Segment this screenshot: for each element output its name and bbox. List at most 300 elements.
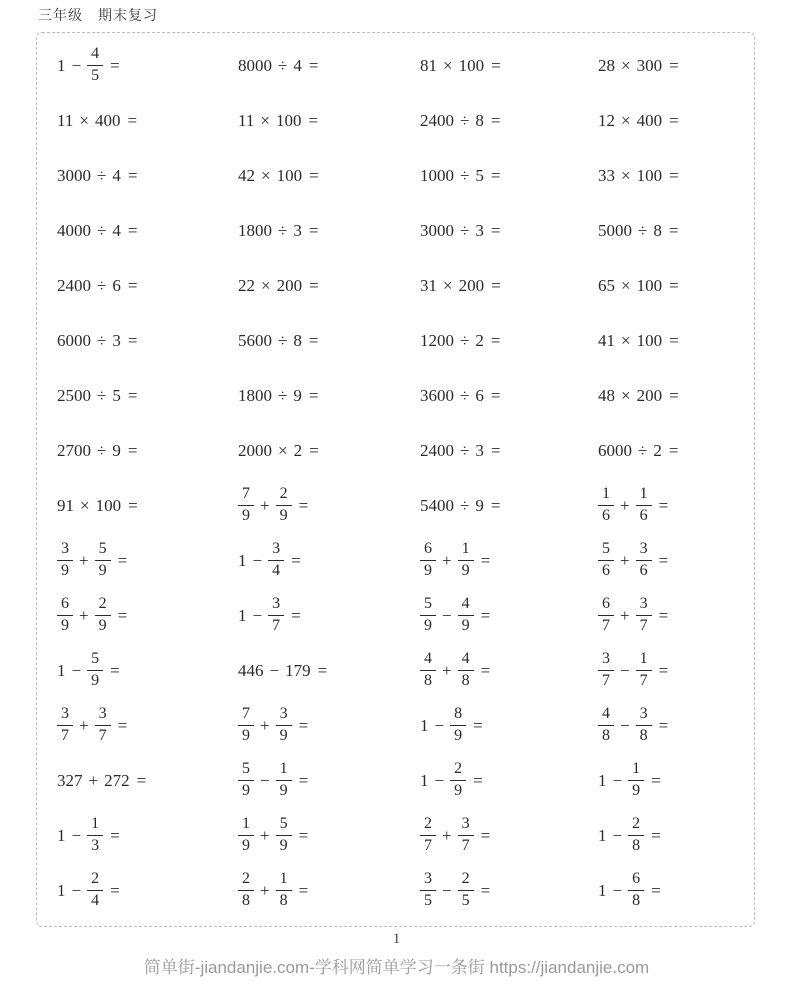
fraction: [276, 761, 292, 800]
fraction-numerator: 2: [276, 486, 292, 506]
operator: ÷: [97, 220, 107, 240]
operator: ÷: [460, 165, 470, 185]
operator: +: [442, 550, 452, 570]
fraction-numerator: 8: [450, 706, 466, 726]
fraction: [57, 596, 73, 635]
fraction-numerator: 4: [458, 596, 474, 616]
operand: 400: [636, 110, 663, 130]
fraction: [238, 706, 254, 745]
problem-cell: [598, 478, 754, 533]
fraction: [420, 596, 436, 635]
problem-cell: [598, 588, 754, 643]
fraction: [420, 816, 436, 855]
operator: −: [434, 715, 445, 735]
problem-cell: [420, 533, 598, 588]
fraction-denominator: 8: [279, 892, 288, 909]
operator: ÷: [460, 330, 470, 350]
problem-cell: [598, 203, 754, 258]
fraction: [636, 541, 652, 580]
problem-cell: [238, 863, 420, 918]
equals-sign: =: [491, 275, 501, 295]
fraction: [598, 486, 614, 525]
problem-cell: [420, 643, 598, 698]
fraction-numerator: 1: [276, 761, 292, 781]
equals-sign: =: [110, 55, 120, 75]
equals-sign: =: [298, 715, 309, 735]
fraction: [276, 816, 292, 855]
operator: +: [260, 495, 270, 515]
equals-sign: =: [136, 770, 147, 790]
operand: 100: [95, 495, 122, 515]
problem-cell: [57, 588, 238, 643]
operand: 327: [57, 770, 83, 790]
operand: 1: [420, 770, 429, 790]
operator: ×: [443, 275, 453, 295]
problem-cell: [238, 698, 420, 753]
operand: 11: [57, 110, 74, 130]
operand: 2700: [57, 440, 91, 460]
fraction-numerator: 2: [458, 871, 474, 891]
operator: −: [620, 660, 630, 680]
operand: 2500: [57, 385, 91, 405]
equals-sign: =: [669, 165, 679, 185]
fraction-denominator: 9: [454, 782, 463, 799]
problem-cell: [420, 368, 598, 423]
fraction-denominator: 3: [91, 837, 100, 854]
equals-sign: =: [308, 55, 319, 75]
operator: −: [269, 660, 280, 680]
operand: 1: [420, 715, 429, 735]
operand: 2: [653, 440, 662, 460]
equals-sign: =: [658, 495, 669, 515]
operand: 2400: [420, 110, 454, 130]
problem-cell: [57, 313, 238, 368]
operator: −: [260, 770, 270, 790]
operand: 1: [598, 880, 607, 900]
fraction-numerator: 4: [598, 706, 614, 726]
fraction-denominator: 9: [279, 507, 288, 524]
problem-cell: [57, 643, 238, 698]
fraction: [628, 761, 644, 800]
problem-cell: [420, 258, 598, 313]
equals-sign: =: [127, 440, 138, 460]
fraction-denominator: 6: [639, 562, 648, 579]
problem-cell: [238, 808, 420, 863]
equals-sign: =: [473, 715, 483, 735]
fraction: [636, 596, 652, 635]
operand: 5600: [238, 330, 272, 350]
problem-cell: [238, 423, 420, 478]
fraction-numerator: 3: [95, 706, 111, 726]
operator: ÷: [97, 385, 107, 405]
fraction-numerator: 3: [636, 596, 652, 616]
problem-cell: [598, 368, 754, 423]
operand: 33: [598, 165, 615, 185]
operand: 41: [598, 330, 615, 350]
operator: ÷: [460, 220, 470, 240]
fraction: [628, 816, 644, 855]
operand: 3: [475, 440, 484, 460]
operator: ÷: [97, 330, 107, 350]
fraction: [57, 541, 73, 580]
operator: −: [252, 605, 263, 625]
fraction-denominator: 7: [61, 727, 69, 744]
equals-sign: =: [658, 715, 669, 735]
fraction-numerator: 1: [238, 816, 254, 836]
operator: ÷: [460, 440, 470, 460]
fraction: [87, 651, 103, 690]
problem-cell: [57, 478, 238, 533]
fraction: [87, 816, 103, 855]
fraction-denominator: 8: [602, 727, 610, 744]
operator: ÷: [278, 220, 288, 240]
equals-sign: =: [317, 660, 328, 680]
operator: ×: [621, 385, 631, 405]
fraction: [276, 706, 292, 745]
page-number: 1: [392, 931, 401, 947]
fraction-denominator: 9: [242, 782, 250, 799]
fraction: [450, 706, 466, 745]
equals-sign: =: [490, 495, 501, 515]
fraction-denominator: 6: [602, 507, 610, 524]
fraction-numerator: 3: [57, 706, 73, 726]
problem-cell: [57, 258, 238, 313]
operand: 22: [238, 275, 255, 295]
fraction-denominator: 4: [272, 562, 281, 579]
fraction-numerator: 1: [598, 486, 614, 506]
problem-cell: [238, 93, 420, 148]
equals-sign: =: [480, 605, 491, 625]
operand: 300: [636, 55, 663, 75]
equals-sign: =: [127, 165, 138, 185]
fraction-numerator: 6: [628, 871, 644, 891]
operand: 200: [458, 275, 485, 295]
fraction-denominator: 8: [639, 727, 648, 744]
operator: −: [620, 715, 630, 735]
fraction: [636, 651, 652, 690]
problem-cell: [57, 698, 238, 753]
equals-sign: =: [658, 660, 669, 680]
equals-sign: =: [669, 55, 679, 75]
problem-cell: [57, 368, 238, 423]
equals-sign: =: [298, 825, 309, 845]
fraction: [238, 486, 254, 525]
fraction: [598, 651, 614, 690]
operand: 5: [475, 165, 484, 185]
operator: ×: [278, 440, 288, 460]
fraction: [95, 541, 111, 580]
problem-cell: [57, 863, 238, 918]
problem-cell: [238, 753, 420, 808]
fraction-denominator: 9: [98, 562, 107, 579]
fraction-denominator: 9: [98, 617, 107, 634]
operand: 4: [293, 55, 302, 75]
operand: 272: [104, 770, 130, 790]
equals-sign: =: [668, 440, 679, 460]
operand: 1: [598, 825, 607, 845]
operator: ×: [261, 165, 271, 185]
equals-sign: =: [127, 110, 138, 130]
fraction-numerator: 2: [95, 596, 111, 616]
fraction-numerator: 2: [87, 871, 103, 891]
operator: −: [442, 880, 452, 900]
fraction-denominator: 7: [602, 672, 610, 689]
equals-sign: =: [298, 770, 309, 790]
fraction-denominator: 8: [632, 892, 641, 909]
problems-container: [36, 32, 755, 927]
fraction-numerator: 7: [238, 486, 254, 506]
fraction-denominator: 9: [242, 837, 250, 854]
equals-sign: =: [658, 550, 669, 570]
problem-cell: [57, 753, 238, 808]
operator: −: [612, 880, 623, 900]
operand: 91: [57, 495, 74, 515]
operand: 2: [293, 440, 303, 460]
fraction-denominator: 5: [91, 67, 100, 84]
operator: ×: [621, 275, 631, 295]
equals-sign: =: [309, 440, 319, 460]
operator: −: [252, 550, 263, 570]
operator: +: [442, 825, 452, 845]
operator: ÷: [278, 385, 288, 405]
fraction-denominator: 7: [272, 617, 281, 634]
fraction-denominator: 5: [424, 892, 432, 909]
operand: 100: [636, 330, 663, 350]
fraction: [458, 541, 474, 580]
operand: 11: [238, 110, 255, 130]
fraction-denominator: 7: [461, 837, 470, 854]
operand: 12: [598, 110, 615, 130]
fraction-denominator: 6: [602, 562, 610, 579]
problem-cell: [598, 808, 754, 863]
problem-cell: [420, 588, 598, 643]
operator: ÷: [97, 275, 107, 295]
operator: ×: [261, 275, 271, 295]
operand: 31: [420, 275, 437, 295]
fraction-numerator: 2: [450, 761, 466, 781]
fraction-numerator: 4: [458, 651, 474, 671]
equals-sign: =: [117, 550, 128, 570]
operand: 5400: [420, 495, 454, 515]
operator: ×: [443, 55, 453, 75]
problem-cell: [420, 863, 598, 918]
fraction: [95, 596, 111, 635]
operand: 8: [475, 110, 484, 130]
equals-sign: =: [473, 770, 483, 790]
fraction: [420, 541, 436, 580]
fraction: [598, 706, 614, 745]
operand: 1800: [238, 385, 272, 405]
equals-sign: =: [110, 825, 120, 845]
problem-cell: [598, 698, 754, 753]
operator: ÷: [278, 55, 288, 75]
equals-sign: =: [490, 110, 501, 130]
operand: 48: [598, 385, 615, 405]
fraction: [458, 816, 474, 855]
fraction: [95, 706, 111, 745]
fraction-numerator: 4: [87, 46, 103, 66]
operand: 1800: [238, 220, 272, 240]
operator: ÷: [97, 165, 107, 185]
equals-sign: =: [669, 330, 679, 350]
operand: 1: [57, 660, 66, 680]
fraction-numerator: 5: [276, 816, 292, 836]
operand: 6000: [57, 330, 91, 350]
fraction: [87, 46, 103, 85]
fraction: [276, 486, 292, 525]
operand: 1200: [420, 330, 454, 350]
equals-sign: =: [480, 825, 491, 845]
operand: 8: [653, 220, 662, 240]
operator: ×: [80, 495, 90, 515]
fraction-denominator: 9: [242, 727, 250, 744]
fraction-denominator: 9: [461, 617, 470, 634]
operator: ÷: [638, 440, 648, 460]
operator: ÷: [278, 330, 288, 350]
fraction: [450, 761, 466, 800]
problem-cell: [238, 643, 420, 698]
problem-cell: [598, 643, 754, 698]
equals-sign: =: [110, 880, 120, 900]
equals-sign: =: [651, 770, 661, 790]
fraction-denominator: 7: [98, 727, 107, 744]
fraction-numerator: 7: [238, 706, 254, 726]
problem-cell: [238, 258, 420, 313]
equals-sign: =: [491, 55, 501, 75]
operand: 2000: [238, 440, 272, 460]
operand: 3: [475, 220, 484, 240]
operator: +: [442, 660, 452, 680]
operand: 200: [636, 385, 663, 405]
equals-sign: =: [128, 495, 138, 515]
fraction-denominator: 9: [454, 727, 463, 744]
fraction: [458, 871, 474, 910]
fraction-denominator: 9: [61, 617, 69, 634]
problem-cell: [420, 753, 598, 808]
operand: 100: [636, 275, 663, 295]
problem-cell: [420, 93, 598, 148]
problem-cell: [238, 38, 420, 93]
operand: 200: [276, 275, 303, 295]
operand: 9: [293, 385, 302, 405]
operator: +: [79, 715, 89, 735]
operand: 2: [475, 330, 484, 350]
problem-cell: [420, 478, 598, 533]
equals-sign: =: [309, 165, 319, 185]
fraction-numerator: 3: [268, 596, 284, 616]
operand: 65: [598, 275, 615, 295]
page-title: 三年级 期末复习: [38, 9, 158, 24]
operand: 1: [57, 880, 66, 900]
operator: +: [620, 495, 630, 515]
fraction-denominator: 9: [461, 562, 470, 579]
fraction-numerator: 6: [420, 541, 436, 561]
operand: 8000: [238, 55, 272, 75]
fraction-denominator: 5: [461, 892, 470, 909]
operator: +: [88, 770, 99, 790]
problem-cell: [57, 423, 238, 478]
problem-cell: [420, 423, 598, 478]
operand: 5000: [598, 220, 632, 240]
fraction-numerator: 1: [636, 486, 652, 506]
operand: 9: [112, 440, 121, 460]
equals-sign: =: [308, 330, 319, 350]
problem-cell: [57, 203, 238, 258]
fraction: [628, 871, 644, 910]
operator: +: [79, 605, 89, 625]
equals-sign: =: [298, 495, 309, 515]
operand: 4: [112, 220, 121, 240]
problem-cell: [238, 148, 420, 203]
fraction-numerator: 6: [57, 596, 73, 616]
operand: 3: [293, 220, 302, 240]
problem-cell: [598, 258, 754, 313]
equals-sign: =: [668, 220, 679, 240]
operator: −: [612, 825, 623, 845]
operator: ×: [621, 55, 631, 75]
operand: 3600: [420, 385, 454, 405]
problem-cell: [238, 533, 420, 588]
equals-sign: =: [308, 385, 319, 405]
fraction-numerator: 3: [57, 541, 73, 561]
equals-sign: =: [490, 165, 501, 185]
operator: +: [79, 550, 89, 570]
operand: 179: [285, 660, 311, 680]
fraction-numerator: 2: [238, 871, 254, 891]
operand: 4: [112, 165, 121, 185]
operator: −: [71, 880, 82, 900]
equals-sign: =: [669, 385, 679, 405]
problem-cell: [598, 93, 754, 148]
fraction-denominator: 4: [91, 892, 100, 909]
fraction-numerator: 1: [276, 871, 292, 891]
problem-cell: [420, 148, 598, 203]
fraction-numerator: 4: [420, 651, 436, 671]
problem-cell: [238, 478, 420, 533]
equals-sign: =: [480, 660, 491, 680]
operand: 3: [112, 330, 121, 350]
fraction: [57, 706, 73, 745]
operand: 42: [238, 165, 255, 185]
equals-sign: =: [127, 275, 138, 295]
fraction-denominator: 7: [639, 617, 648, 634]
fraction-denominator: 9: [279, 782, 288, 799]
fraction-numerator: 2: [420, 816, 436, 836]
operator: ÷: [97, 440, 107, 460]
fraction: [268, 596, 284, 635]
problem-cell: [598, 753, 754, 808]
fraction-numerator: 5: [95, 541, 111, 561]
operand: 1: [598, 770, 607, 790]
fraction-numerator: 3: [458, 816, 474, 836]
equals-sign: =: [127, 330, 138, 350]
fraction: [598, 596, 614, 635]
equals-sign: =: [490, 385, 501, 405]
fraction: [276, 871, 292, 910]
operator: +: [260, 825, 270, 845]
operand: 2400: [57, 275, 91, 295]
fraction-denominator: 8: [424, 672, 432, 689]
problem-cell: [598, 313, 754, 368]
fraction: [268, 541, 284, 580]
fraction-numerator: 5: [598, 541, 614, 561]
problem-cell: [420, 808, 598, 863]
equals-sign: =: [117, 715, 128, 735]
fraction: [420, 871, 436, 910]
operand: 1000: [420, 165, 454, 185]
fraction-numerator: 5: [420, 596, 436, 616]
fraction-denominator: 6: [639, 507, 648, 524]
